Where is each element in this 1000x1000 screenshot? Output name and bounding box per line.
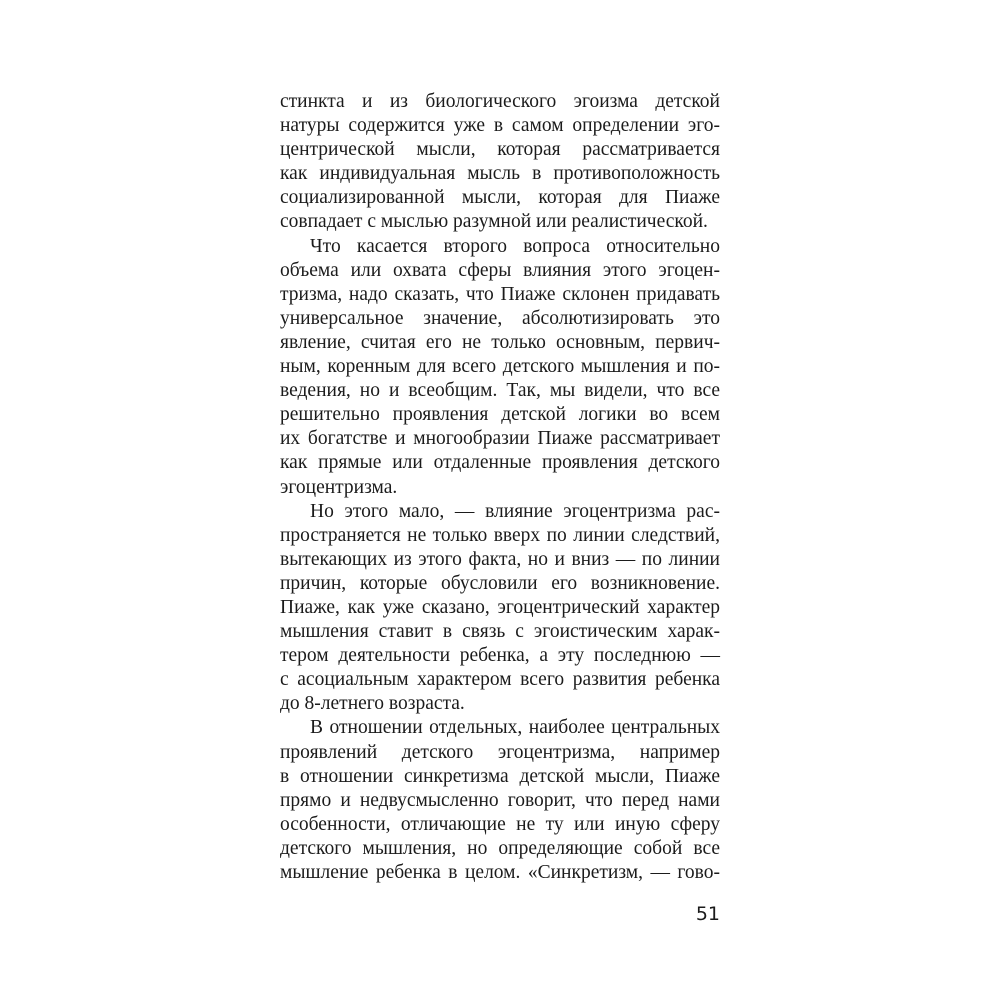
text-line-16: как прямые или отдаленные проявления детского	[280, 452, 720, 474]
text-line-25: с асоциальным характером всего развития ребенка	[280, 669, 720, 691]
text-line-7: Что касается второго вопроса относительно	[310, 235, 720, 257]
text-line-21: причин, которые обусловили его возникновение.	[280, 572, 720, 594]
text-line-4: как индивидуальная мысль в противоположность	[280, 163, 720, 185]
body-text	[280, 90, 720, 885]
text-line-27: В отношении отдельных, наиболее центральных	[310, 717, 720, 739]
text-line-24: тером деятельности ребенка, а эту последнюю —	[280, 645, 720, 667]
page-number: 51	[695, 903, 720, 925]
text-line-22: Пиаже, как уже сказано, эгоцентрический характер	[280, 596, 720, 618]
text-line-9: тризма, надо сказать, что Пиаже склонен придавать	[280, 283, 720, 305]
text-line-33: мышление ребенка в целом. «Синкретизм, — гово-	[280, 862, 720, 883]
text-line-30: прямо и недвусмысленно говорит, что перед нами	[280, 789, 720, 811]
text-line-6: совпадает с мыслью разумной или реалистической.	[280, 211, 708, 233]
text-line-10: универсальное значение, абсолютизировать это	[280, 307, 720, 329]
text-line-31: особенности, отличающие не ту или иную сферу	[280, 813, 720, 835]
text-line-29: в отношении синкретизма детской мысли, Пиаже	[280, 765, 720, 787]
text-line-28: проявлений детского эгоцентризма, например	[280, 741, 720, 763]
text-line-13: ведения, но и всеобщим. Так, мы видели, что все	[280, 380, 720, 402]
text-line-19: пространяется не только вверх по линии следствий,	[280, 524, 720, 546]
text-line-23: мышления ставит в связь с эгоистическим харак-	[280, 621, 720, 643]
text-line-3: центрической мысли, которая рассматривается	[280, 139, 720, 161]
text-line-18: Но этого мало, — влияние эгоцентризма рас-	[310, 500, 720, 522]
text-line-20: вытекающих из этого факта, но и вниз — по линии	[280, 548, 720, 570]
text-line-5: социализированной мысли, которая для Пиаже	[280, 187, 720, 209]
text-line-15: их богатстве и многообразии Пиаже рассматривает	[280, 428, 720, 450]
text-line-14: решительно проявления детской логики во всем	[280, 404, 720, 426]
text-line-17: эгоцентризма.	[280, 476, 398, 498]
text-line-26: до 8-летнего возраста.	[280, 693, 465, 715]
text-line-8: объема или охвата сферы влияния этого эгоцен-	[280, 259, 720, 281]
text-line-11: явление, считая его не только основным, первич-	[280, 331, 720, 353]
text-line-2: натуры содержится уже в самом определении эго-	[280, 115, 720, 137]
text-line-32: детского мышления, но определяющие собой все	[280, 837, 720, 859]
text-line-1: стинкта и из биологического эгоизма детской	[280, 91, 720, 112]
text-line-12: ным, коренным для всего детского мышления и по-	[280, 356, 720, 378]
